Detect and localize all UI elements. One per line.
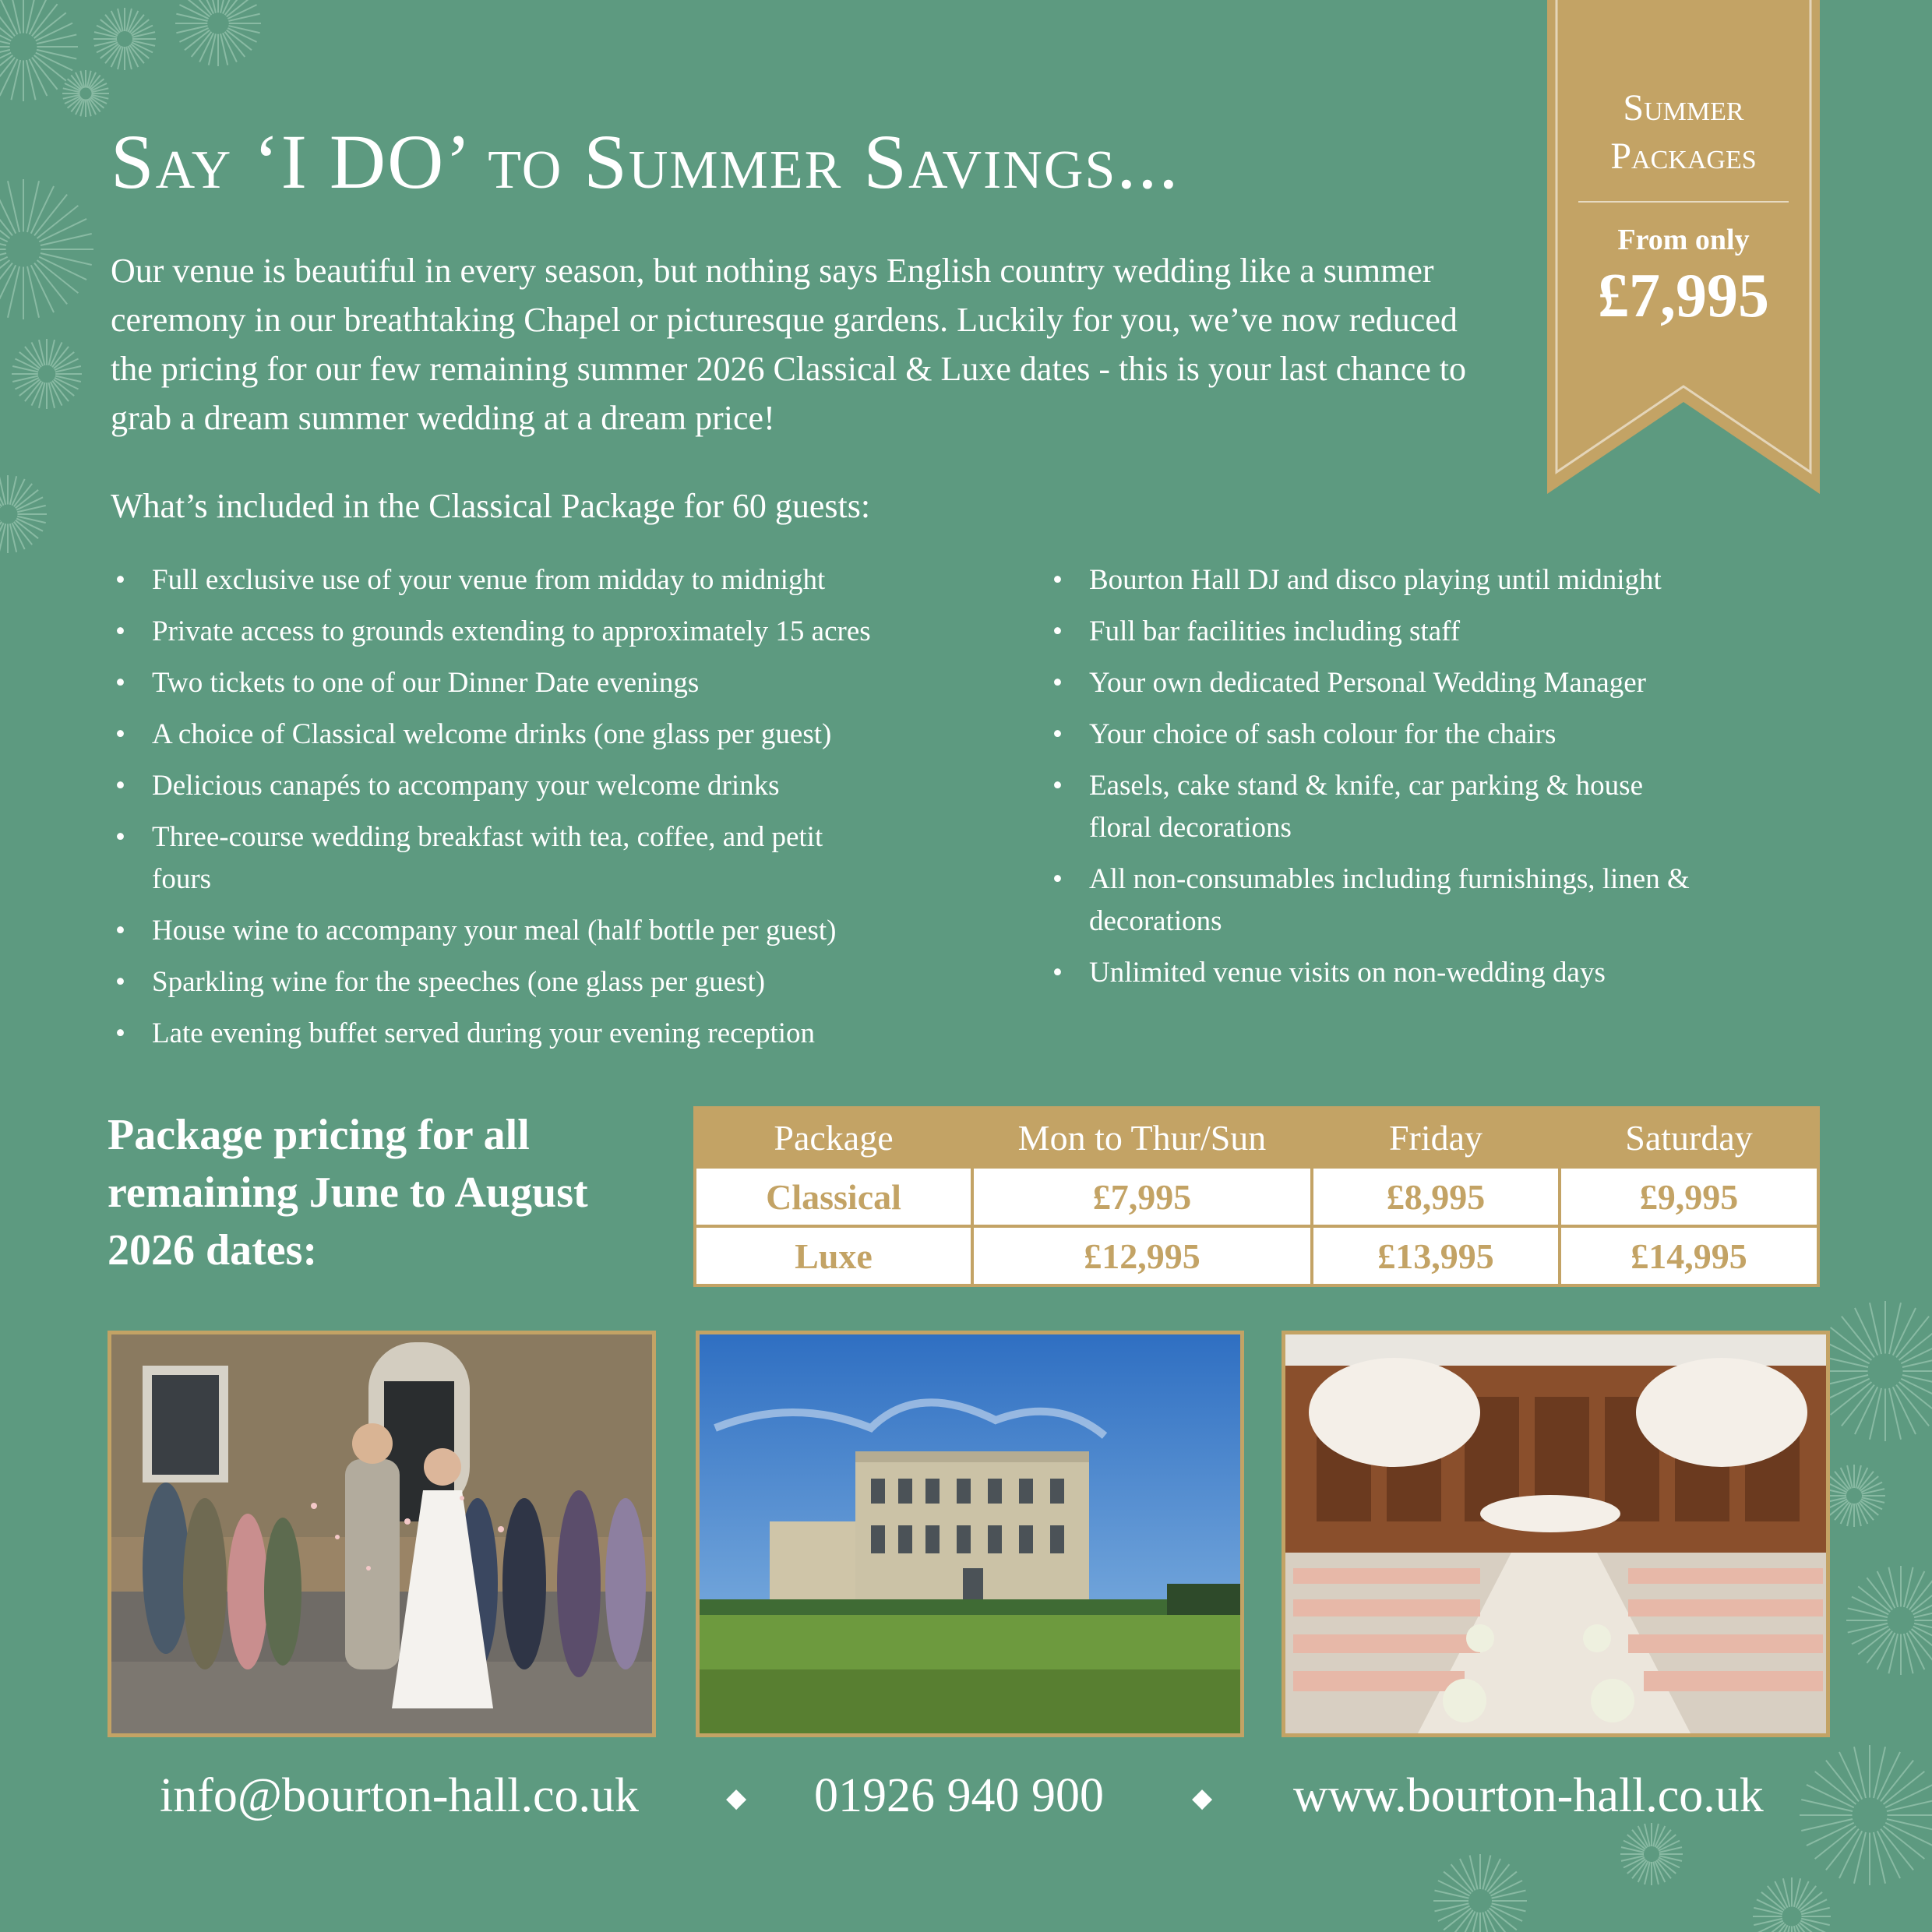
list-item: • House wine to accompany your meal (half bottle per guest) <box>111 910 999 952</box>
ceremony-room-photo <box>1282 1331 1830 1737</box>
included-list-right <box>1048 559 1772 1003</box>
column-header: Friday <box>1312 1108 1560 1167</box>
list-item: • Full bar facilities including staff <box>1048 611 1772 653</box>
list-item: • Delicious canapés to accompany your welcome drinks <box>111 765 999 807</box>
list-item: • Your own dedicated Personal Wedding Manager <box>1048 662 1772 704</box>
phone-number[interactable]: 01926 940 900 <box>814 1769 1104 1822</box>
column-header: Saturday <box>1560 1108 1818 1167</box>
included-heading: What’s included in the Classical Package for 60 guests: <box>111 487 871 525</box>
table-header-row <box>695 1108 1818 1167</box>
list-item: • Late evening buffet served during your evening reception <box>111 1013 999 1055</box>
table-row <box>695 1167 1818 1226</box>
ribbon-price: £7,995 <box>1598 262 1769 330</box>
intro-paragraph: Our venue is beautiful in every season, but nothing says English country wedding like a summer ceremony in our breathtaking Chapel or picturesque gardens. Luckily for you, we’ve now reduced the pricing for our few remaining summer 2026 Classical & Luxe dates - this is your last chance to grab a dream summer wedding at a dream price! <box>111 252 1466 437</box>
list-item: • A choice of Classical welcome drinks (one glass per guest) <box>111 714 999 756</box>
contact-bar <box>0 1768 1932 1846</box>
list-item: • All non-consumables including furnishings, linen & decorations <box>1048 858 1712 943</box>
table-cell: £7,995 <box>972 1167 1312 1226</box>
list-item: • Three-course wedding breakfast with tea, coffee, and petit fours <box>111 816 837 901</box>
list-item: • Easels, cake stand & knife, car parking & house floral decorations <box>1048 765 1681 849</box>
column-header: Mon to Thur/Sun <box>972 1108 1312 1167</box>
list-item: • Your choice of sash colour for the chairs <box>1048 714 1772 756</box>
ribbon-from-label: From only <box>1617 224 1750 256</box>
table-cell: £12,995 <box>972 1226 1312 1285</box>
pricing-table <box>693 1106 1820 1287</box>
ribbon-title-line1: Summer <box>1623 87 1744 129</box>
ribbon-title <box>1547 84 1820 181</box>
column-header: Package <box>695 1108 972 1167</box>
table-cell: £9,995 <box>1560 1167 1818 1226</box>
website-link[interactable]: www.bourton-hall.co.uk <box>1293 1769 1764 1822</box>
list-item: • Bourton Hall DJ and disco playing until midnight <box>1048 559 1772 601</box>
list-item: • Unlimited venue visits on non-wedding days <box>1048 952 1772 994</box>
included-list-left <box>111 559 999 1064</box>
couple-confetti-photo <box>108 1331 656 1737</box>
list-item: • Private access to grounds extending to approximately 15 acres <box>111 611 999 653</box>
table-cell: Classical <box>695 1167 972 1226</box>
pricing-heading: Package pricing for all remaining June to August 2026 dates: <box>108 1111 588 1274</box>
table-cell: Luxe <box>695 1226 972 1285</box>
table-cell: £8,995 <box>1312 1167 1560 1226</box>
separator-diamond-icon: ◆ <box>726 1784 747 1813</box>
page-title: Say ‘I DO’ to Summer Savings... <box>111 118 1180 205</box>
bourton-hall-exterior-photo <box>696 1331 1244 1737</box>
list-item: • Full exclusive use of your venue from midday to midnight <box>111 559 999 601</box>
table-cell: £13,995 <box>1312 1226 1560 1285</box>
separator-diamond-icon: ◆ <box>1192 1784 1213 1813</box>
list-item: • Sparkling wine for the speeches (one glass per guest) <box>111 961 999 1003</box>
table-row <box>695 1226 1818 1285</box>
email-link[interactable]: info@bourton-hall.co.uk <box>160 1769 639 1822</box>
list-item: • Two tickets to one of our Dinner Date evenings <box>111 662 999 704</box>
table-cell: £14,995 <box>1560 1226 1818 1285</box>
summer-packages-ribbon <box>1547 0 1820 494</box>
ribbon-divider <box>1578 201 1789 203</box>
ribbon-title-line2: Packages <box>1610 136 1757 177</box>
